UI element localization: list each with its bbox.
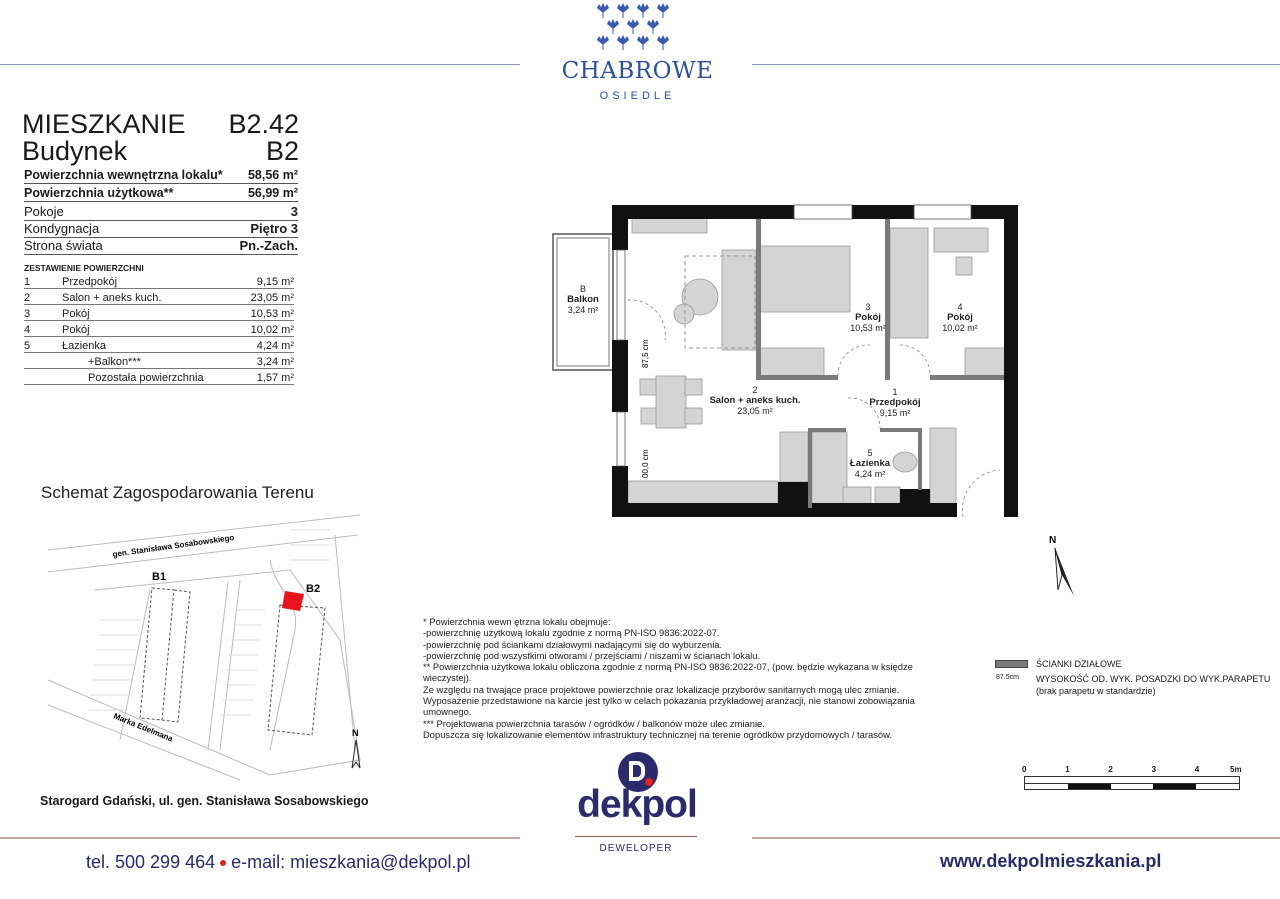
footnote-line: ** Powierzchnia użytkowa lokalu obliczona zgodnie z normą PN-ISO 9836:2022-07, (pow. będzie wykazana w księdze wieczystej). [423,661,913,684]
area-name: Pokój [62,308,90,320]
area-row [24,369,294,385]
summary-label: Strona świata [24,238,103,253]
area-value: 10,02 m² [250,324,294,336]
building-b2-label: B2 [306,583,321,595]
area-number: 4 [24,324,31,336]
sill-height-1: 87,5 cm [641,339,650,368]
summary-row [24,166,298,184]
room-name: Pokój [855,311,881,323]
area-number: 5 [24,340,31,352]
site-plan-title: Schemat Zagospodarowania Terenu [41,483,314,502]
area-row [24,353,294,369]
summary-label: Powierzchnia wewnętrzna lokalu* [24,168,223,182]
footnote-line: Ze względu na trwające prace projektowe powierzchnie oraz lokalizacje przyborów sanitarnych mogą ulec zmianie. [423,683,900,695]
scale-tick-label: 3 [1151,765,1157,774]
header-divider-left [0,64,520,65]
summary-row [24,184,298,202]
area-value: 1,57 m² [256,372,294,384]
room-label [553,284,613,316]
area-name: Łazienka [62,340,107,352]
area-name: Salon + aneks kuch. [62,292,162,304]
floor-plan [540,195,1057,546]
footnote-line: Dopuszcza się lokalizowanie elementów infrastruktury technicznej na terenie ogródków przydomowych / tarasów. [423,728,892,740]
room-area: 4,24 m² [854,469,886,479]
room-area: 23,05 m² [737,406,773,416]
dekpol-subtitle: DEWELOPER [599,843,673,854]
legend-sill-note: (brak parapetu w standardzie) [1036,686,1156,696]
summary-value: 58,56 m² [247,168,298,182]
footnotes [423,616,953,740]
room-name: Salon + aneks kuch. [709,394,801,406]
sill-height-2: 00,0 cm [641,449,650,478]
brand-name: CHABROWE [561,58,714,84]
room-area: 9,15 m² [879,408,911,418]
site-plan-map [40,510,370,780]
legend-sill-value: 87.5cm [996,674,1019,681]
area-name: +Balkon*** [88,356,141,368]
apartment-number: B2.42 [228,109,299,139]
area-number: 2 [24,292,31,304]
room-area: 10,02 m² [942,323,978,333]
room-label [700,385,810,417]
north-arrow-icon [1055,548,1074,596]
footnote-line: -powierzchnię pod wszystkimi otworami / przejściami / niszami w ścianach lokalu. [423,649,761,661]
area-row [24,337,294,353]
street-label-sosabowskiego: gen. Stanisława Sosabowskiego [112,532,235,559]
room-number: 3 [865,302,871,312]
room-label [835,448,905,480]
footer-divider-left [0,837,520,839]
room-name: Balkon [567,293,599,305]
footnote-line: *** Projektowana powierzchnia tarasów / ogródków / balkonów może ulec zmianie. [423,717,765,729]
email-link[interactable]: e-mail: mieszkania@dekpol.pl [231,852,471,872]
building-b1-label: B1 [152,571,167,583]
area-row [24,289,294,305]
header-divider-right [752,64,1280,65]
footnote-line: -powierzchnię użytkową lokalu zgodnie z normą PN-ISO 9836:2022-07. [423,627,720,639]
apartment-location-marker [282,591,304,611]
room-label [860,387,930,419]
room-number: 5 [867,448,873,458]
scale-tick-label: 0 [1022,765,1027,774]
summary-label: Pokoje [24,204,64,219]
room-name: Pokój [947,311,973,323]
plan-north-label: N [1049,535,1057,546]
room-name: Przedpokój [869,396,921,408]
area-value: 10,53 m² [250,308,294,320]
area-name: Pokój [62,324,90,336]
phone-link[interactable]: tel. 500 299 464 [86,852,216,872]
street-label-edelmana: Marka Edelmana [112,711,175,744]
area-row [24,305,294,321]
apartment-label: MIESZKANIE [22,109,186,139]
room-label [838,302,898,334]
room-label [930,302,990,334]
area-value: 9,15 m² [256,276,294,288]
room-number: B [579,284,586,294]
dekpol-divider [575,836,697,837]
summary-label: Kondygnacja [24,221,100,236]
scale-tick-label: 1 [1065,765,1070,774]
area-name: Przedpokój [62,276,118,288]
building-label: Budynek [22,136,128,166]
area-row [24,321,294,337]
area-row [24,273,294,289]
summary-row [24,237,298,255]
dekpol-wordmark: dekpol [577,783,697,826]
site-address: Starogard Gdański, ul. gen. Stanisława Sosabowskiego [40,794,369,808]
room-number: 1 [892,387,898,397]
legend-walls-label: ŚCIANKI DZIAŁOWE [1036,659,1122,669]
area-value: 4,24 m² [256,340,294,352]
scale-tick-label: 5m [1230,765,1242,774]
separator-dot-icon [220,860,226,866]
footnote-line: * Powierzchnia wewn ętrzna lokalu obejmuje: [423,616,611,627]
footnote-line: Wyposażenie przedstawione na karcie jest tylko w celach pokazania przykładowej aranżacji, nie stanowi zobowiązania umownego. [423,695,915,718]
building-value: B2 [265,136,299,166]
room-area: 3,24 m² [567,305,599,315]
area-number: 3 [24,308,31,320]
summary-row [24,220,298,238]
website-link[interactable]: www.dekpolmieszkania.pl [940,851,1162,871]
room-name: Łazienka [849,457,891,469]
area-name: Pozostała powierzchnia [88,372,204,384]
legend-sill-label: WYSOKOŚĆ OD. WYK. POSADZKI DO WYK.PARAPETU [1036,674,1271,684]
summary-value: Pn.-Zach. [239,238,298,253]
scale-tick-label: 2 [1108,765,1113,774]
partition-wall-swatch [995,660,1028,668]
cornflower-logo-icon [595,3,680,51]
room-area: 10,53 m² [850,323,886,333]
summary-value: Piętro 3 [250,221,298,236]
brand-subtitle: OSIEDLE [599,90,676,102]
footnote-line: -powierzchnię pod ściankami działowymi nadającymi się do wyburzenia. [423,638,723,650]
area-value: 3,24 m² [256,356,294,368]
room-number: 4 [957,302,963,312]
summary-value: 56,99 m² [247,186,298,200]
summary-row [24,203,298,221]
room-number: 2 [752,385,758,395]
areas-heading: ZESTAWIENIE POWIERZCHNI [24,263,144,273]
summary-value: 3 [290,204,298,219]
contact-info [86,852,471,873]
area-number: 1 [24,276,31,288]
site-north-label: N [352,728,359,738]
footer-divider-right [752,837,1280,839]
summary-label: Powierzchnia użytkowa** [24,186,174,200]
scale-bar [1024,776,1240,790]
area-value: 23,05 m² [250,292,294,304]
scale-tick-label: 4 [1194,765,1200,774]
